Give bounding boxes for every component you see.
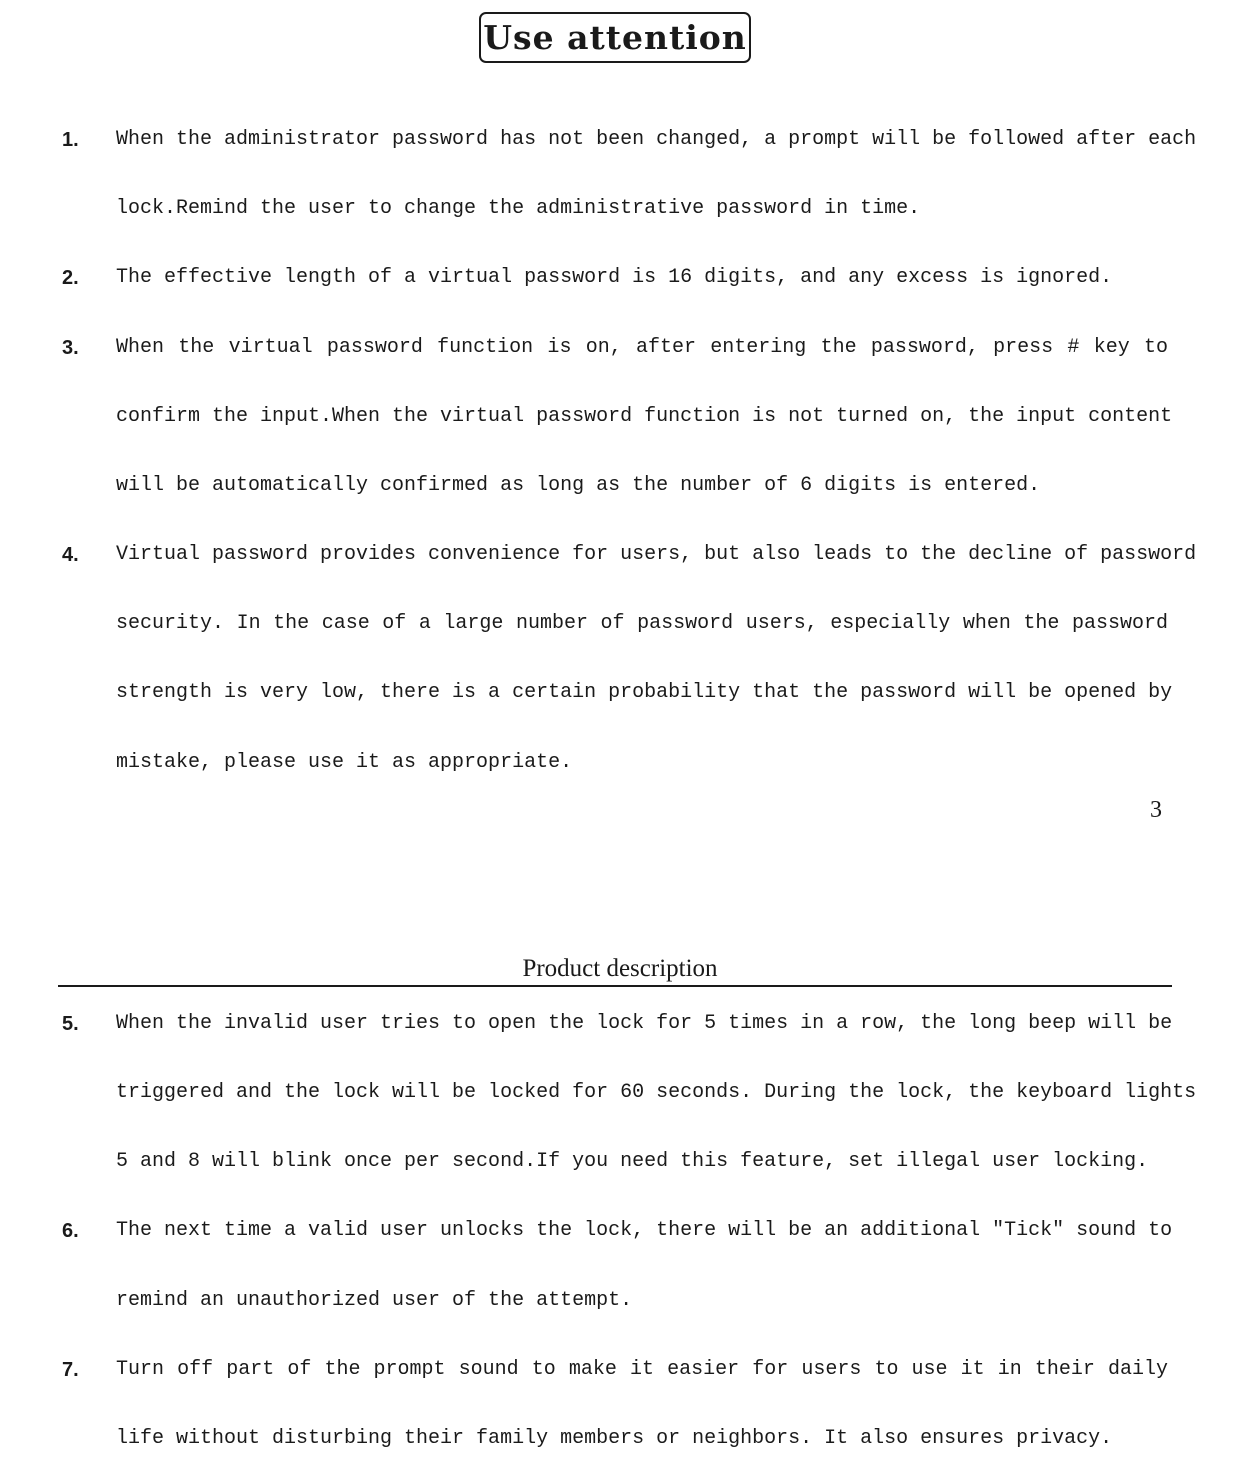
item-text-line: When the invalid user tries to open the lock for 5 times in a row, the long beep will be	[116, 1012, 1173, 1035]
item-text-line: triggered and the lock will be locked for 60 seconds. During the lock, the keyboard lights	[116, 1081, 1197, 1104]
item-text-line: will be automatically confirmed as long as the number of 6 digits is entered.	[116, 474, 1041, 497]
item-number: 3.	[62, 337, 79, 359]
title-box	[479, 12, 751, 63]
item-text-line: strength is very low, there is a certain probability that the password will be opened by	[116, 681, 1173, 704]
item-number: 6.	[62, 1220, 79, 1242]
item-number: 1.	[62, 129, 79, 151]
item-text-line: When the administrator password has not been changed, a prompt will be followed after each	[116, 128, 1197, 151]
item-text-line: 5 and 8 will blink once per second.If you need this feature, set illegal user locking.	[116, 1150, 1149, 1173]
item-number: 4.	[62, 544, 79, 566]
item-text-line: When the virtual password function is on, after entering the password, press # key to	[116, 336, 1168, 359]
item-number: 5.	[62, 1013, 79, 1035]
item-text-line: The next time a valid user unlocks the lock, there will be an additional "Tick" sound to	[116, 1219, 1173, 1242]
item-text-line: life without disturbing their family members or neighbors. It also ensures privacy.	[116, 1427, 1113, 1450]
item-text-line: remind an unauthorized user of the attempt.	[116, 1289, 633, 1312]
page-title: Use attention	[483, 18, 747, 57]
item-number: 2.	[62, 267, 79, 289]
section-header: Product description	[522, 955, 718, 982]
header-rule	[58, 985, 1172, 987]
item-text-line: Turn off part of the prompt sound to make it easier for users to use it in their daily	[116, 1358, 1168, 1381]
item-text-line: lock.Remind the user to change the administrative password in time.	[116, 197, 921, 220]
page-number: 3	[1150, 797, 1162, 823]
item-number: 7.	[62, 1359, 79, 1381]
item-text-line: The effective length of a virtual password is 16 digits, and any excess is ignored.	[116, 266, 1113, 289]
item-text-line: security. In the case of a large number of password users, especially when the password	[116, 612, 1168, 635]
item-text-line: Virtual password provides convenience for users, but also leads to the decline of password	[116, 543, 1197, 566]
item-text-line: mistake, please use it as appropriate.	[116, 751, 573, 774]
item-text-line: confirm the input.When the virtual password function is not turned on, the input content	[116, 405, 1173, 428]
